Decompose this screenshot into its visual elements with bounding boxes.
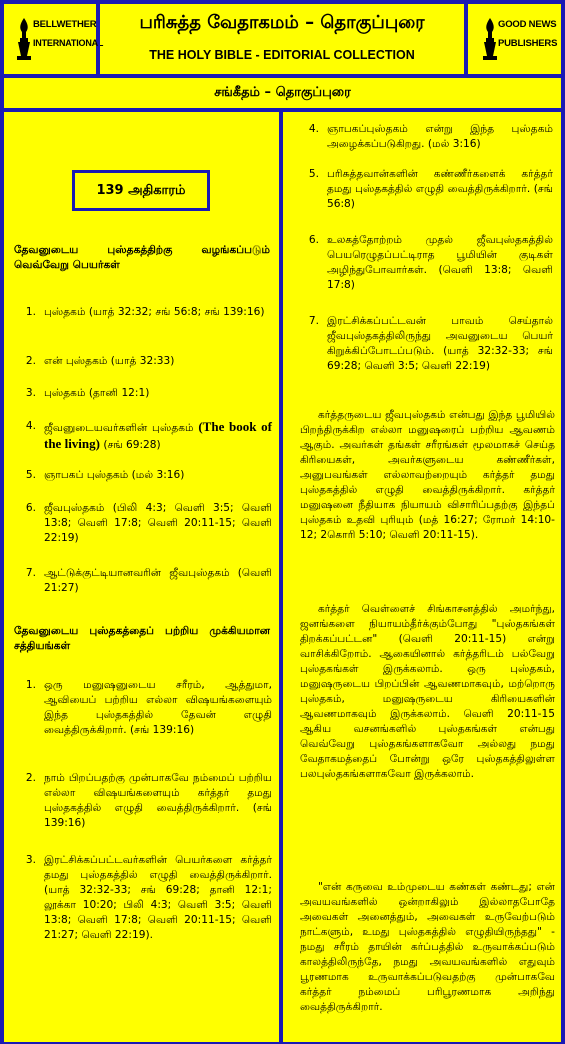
list-item: 7. ஆட்டுக்குட்டியானவரின் ஜீவபுஸ்தகம் (வெளி 21:27)	[25, 567, 272, 594]
left-column	[2, 110, 281, 1044]
list-item: 4. ஞாபகப்புஸ்தகம் என்று இந்த புஸ்தகம் அழைக்கப்படுகிறது. (மல் 3:16)	[308, 123, 553, 150]
list-item: 5. பரிசுத்தவான்களின் கண்ணீர்களைக் கர்த்தர் தமது புஸ்தகத்தில் எழுதி வைத்திருக்கிறார். (சங் 56:8)	[308, 168, 553, 210]
title-banner	[98, 2, 466, 76]
list-item: 5. ஞாபகப் புஸ்தகம் (மல் 3:16)	[25, 469, 185, 481]
logo-right-line2: PUBLISHERS	[498, 38, 558, 49]
lamp-icon	[480, 16, 500, 62]
logo-left-line2: INTERNATIONAL	[33, 38, 104, 48]
logo-right-line1: GOOD NEWS	[498, 19, 557, 30]
list-item: 1. புஸ்தகம் (யாத் 32:32; சங் 56:8; சங் 139:16)	[25, 306, 265, 318]
list-item: 2. நாம் பிறப்பதற்கு முன்பாகவே நம்மைப் பற்றிய எல்லா விஷயங்களையும் கர்த்தர் தமது புஸ்தகத்தில் எழுதி வைத்திருக்கிறார். (சங் 139:16)	[25, 772, 272, 829]
heading-important-truths: தேவனுடைய புஸ்தகத்தைப் பற்றிய முக்கியமான சத்தியங்கள்	[14, 625, 270, 652]
list-item: 6. ஜீவபுஸ்தகம் (பிலி 4:3; வெளி 3:5; வெளி 13:8; வெளி 17:8; வெளி 20:11-15; வெளி 22:19)	[25, 502, 272, 544]
list-item: 6. உலகத்தோற்றம் முதல் ஜீவபுஸ்தகத்தில் பெயரெழுதப்பட்டிராத பூமியின் குடிகள் அழிந்துபோவார்கள். (வெளி 13:8; வெளி 17:8)	[308, 234, 553, 291]
list-item: 2. என் புஸ்தகம் (யாத் 32:33)	[25, 355, 175, 367]
bellwether-logo	[2, 2, 104, 76]
good-news-logo	[466, 2, 563, 76]
section-title: சங்கீதம் – தொகுப்புரை	[214, 85, 351, 100]
lamp-icon	[14, 16, 34, 62]
title-english: THE HOLY BIBLE - EDITORIAL COLLECTION	[149, 48, 415, 62]
latin-phrase: (The book of the living)	[44, 419, 272, 451]
list-item: 3. புஸ்தகம் (தானி 12:1)	[25, 387, 150, 399]
title-tamil: பரிசுத்த வேதாகமம் – தொகுப்புரை	[139, 12, 425, 33]
paragraph-psalm-quote: "என் கருவை உம்முடைய கண்கள் கண்டது; என் அவயவங்களில் ஒன்றாகிலும் இல்லாதபோதே அவைகள் அனைத்தும், அவைகள் உருவேற்படும் நாட்களும், உமது புஸ்தகத்தில் எழுதியிருந்தது" - நமது சரீரம் தாயின் கர்ப்பத்தில் உருவாக்கப்படும் காலத்திலிருந்தே, நமது அவயவங்களில் எதுவும் பூரணமாக உருவாக்கப்படுவதற்கு முன்பாகவே கர்த்தர் நம்மைப் பரிபூரணமாக அறிந்து வைத்திருக்கிறார்.	[300, 881, 555, 1013]
good-news-logo-mark	[480, 16, 562, 64]
list-item: 7. இரட்சிக்கப்பட்டவன் பாவம் செய்தால் ஜீவபுஸ்தகத்திலிருந்து அவனுடைய பெயர் கிறுக்கிப்போடப்படும். (யாத் 32:32-33; சங் 69:28; வெளி 3:5; வெளி 22:19)	[308, 315, 553, 372]
paragraph-book-of-life: கர்த்தருடைய ஜீவபுஸ்தகம் என்பது இந்த பூமியில் பிறந்திருக்கிற எல்லா மனுஷரைப் பற்றிய ஆவணம் ஆகும். அவர்கள் தங்கள் சரீரங்கள் மூலமாகச் செய்த கிரியைகள், அவர்களுடைய கண்ணீர்கள், அனுபவங்கள் எல்லாவற்றையும் கர்த்தர் தமது புஸ்தகத்தில் எழுதி வைத்திருக்கிறார். கர்த்தர் மனுஷனை நீதியாக நியாயம் விசாரிப்பதற்கு இந்தப் புஸ்தகம் உதவி புரியும் (மத் 16:27; ரோமர் 14:10-12; 2கொரி 5:10; வெளி 20:11-15).	[300, 409, 555, 541]
list-item: 1. ஒரு மனுஷனுடைய சரீரம், ஆத்துமா, ஆவியைப் பற்றிய எல்லா விஷயங்களையும் இந்த புஸ்தகத்தில் தேவன் எழுதி வைத்திருக்கிறார். (சங் 139:16)	[25, 679, 272, 736]
heading-book-names: தேவனுடைய புஸ்தகத்திற்கு வழங்கப்படும் வெவ்வேறு பெயர்கள்	[14, 244, 270, 271]
paragraph-books-opened: கர்த்தர் வெள்ளைச் சிங்காசனத்தில் அமர்ந்து, ஜனங்களை நியாயம்தீர்க்கும்போது "புஸ்தகங்கள் திறக்கப்பட்டன" (வெளி 20:11-15) என்று வாசிக்கிறோம். ஆகையினால் கர்த்தரிடம் பல்வேறு புஸ்தகங்கள் இருக்கலாம். ஒரு புஸ்தகம், மனுஷருடைய பிறப்பின் ஆவணமாகவும், மற்றொரு புஸ்தகம், மனுஷருடைய கிரியைகளின் ஆவணமாகவும் இருக்கலாம். வெளி 20:11-15 ஆகிய வசனங்களில் புஸ்தகங்கள் என்பது வெவ்வேறு புஸ்தகங்களாகவோ அல்லது நமது வேதாகமத்தைப் போன்று ஒரே புஸ்தகத்திலுள்ள பலபுஸ்தகங்களாகவோ இருக்கலாம்.	[300, 603, 555, 780]
chapter-box: 139 அதிகாரம்	[72, 170, 210, 211]
logo-left-line1: BELLWETHER	[33, 19, 97, 30]
list-item: 4. ஜீவனுடையவர்களின் புஸ்தகம் (The book of the living) (சங் 69:28)	[25, 419, 272, 451]
section-banner	[2, 76, 563, 110]
bellwether-logo-mark	[14, 16, 104, 64]
right-column	[281, 110, 563, 1044]
list-item: 3. இரட்சிக்கப்பட்டவர்களின் பெயர்களை கர்த்தர் தமது புஸ்தகத்தில் எழுதி வைத்திருக்கிறார். (யாத் 32:32-33; சங் 69:28; தானி 12:1; லூக்கா 10:20; பிலி 4:3; வெளி 3:5; வெளி 13:8; வெளி 17:8; வெளி 20:11-15; வெளி 21:27; வெளி 22:19).	[25, 854, 272, 941]
